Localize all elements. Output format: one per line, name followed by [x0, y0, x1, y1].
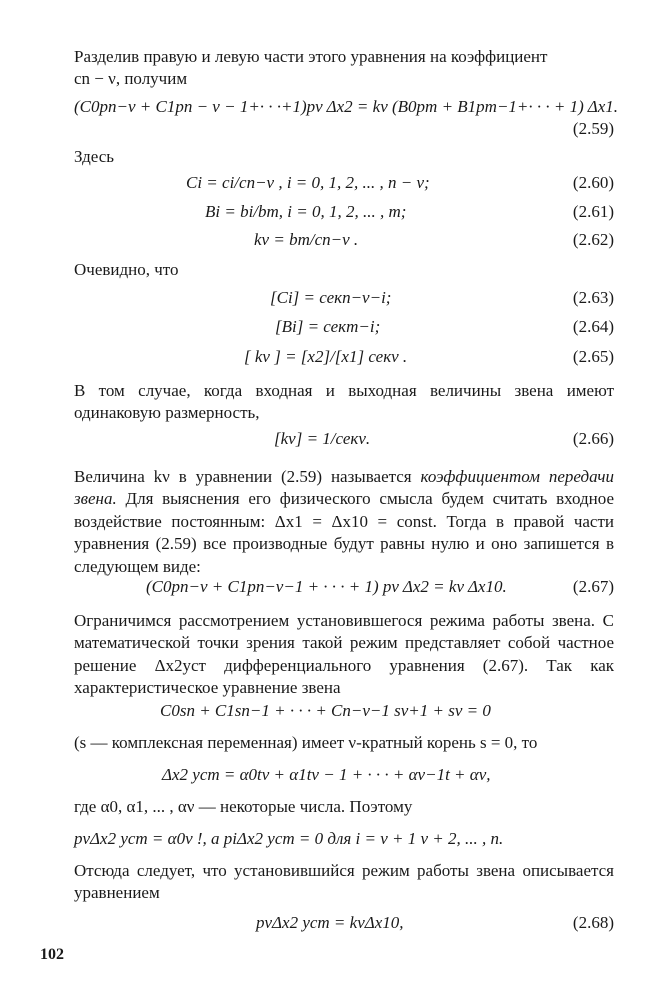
equation-2-64 [74, 316, 614, 338]
equation-2-60-number: (2.60) [572, 173, 614, 192]
equation-2-68-number: (2.68) [572, 913, 614, 932]
hence-paragraph: Отсюда следует, что установившийся режим работы звена описывается уравнением [74, 861, 614, 903]
equation-2-62-number: (2.62) [572, 230, 614, 249]
equation-2-63-number: (2.63) [572, 288, 614, 307]
equation-2-67-number: (2.67) [572, 577, 614, 596]
gain-paragraph-part1: Величина kν в уравнении (2.59) называется [74, 467, 421, 486]
gain-term: коэффициентом передачи звена. [74, 467, 614, 509]
steady-state-paragraph: Ограничимся рассмотрением установившегося режима работы звена. С математической точки зрения такой режим представляет собой частное решение Δx2уст дифференциального уравнения (2.67). Так как характеристическое уравнение звена [74, 611, 614, 698]
equation-2-61 [74, 201, 614, 223]
equation-2-63 [74, 287, 614, 309]
intro-line-2: cn − ν, получим [74, 69, 188, 89]
here-label: Здесь [74, 147, 115, 166]
equation-2-60 [74, 172, 614, 194]
intro-paragraph [74, 46, 614, 91]
derivative-equation [74, 828, 614, 850]
gain-paragraph-part2: Для выяснения его физического смысла будем считать входное воздействие постоянным: Δx1 = Δx10 = const. Тогда в правой части уравнения (2.59) все производные будут равны нулю и оно запишется в следующем виде: [74, 489, 614, 576]
equation-2-61-number: (2.61) [572, 202, 614, 221]
equation-2-59 [74, 96, 618, 118]
obviously-label: Очевидно, что [74, 260, 179, 279]
equation-2-68 [74, 912, 614, 934]
equation-2-63-formula: [Ci] = секn−ν−i; [270, 288, 392, 307]
characteristic-equation [74, 700, 614, 722]
complex-variable-paragraph: (s — комплексная переменная) имеет ν-кратный корень s = 0, то [74, 733, 538, 752]
where-paragraph: где α0, α1, ... , αν — некоторые числа. Поэтому [74, 797, 413, 816]
equation-2-67 [74, 576, 614, 598]
equation-2-66-formula: [kν] = 1/секν. [274, 429, 371, 448]
equation-2-61-formula: Bi = bi/bm, i = 0, 1, 2, ... , m; [205, 202, 407, 221]
gain-paragraph [74, 466, 614, 578]
intro-line-1: Разделив правую и левую части этого уравнения на коэффициент [74, 47, 548, 66]
equation-2-65-number: (2.65) [572, 347, 614, 366]
steady-solution-equation [74, 764, 614, 786]
equation-2-64-formula: [Bi] = секm−i; [275, 317, 381, 336]
steady-solution-formula: Δx2 уст = α0tν + α1tν − 1 + · · · + αν−1t + αν, [162, 765, 491, 784]
equation-2-59-formula: (C0pn−ν + C1pn − ν − 1+· · ·+1)pν Δx2 = kν (B0pm + B1pm−1+· · · + 1) Δx1. [74, 97, 618, 116]
case-paragraph: В том случае, когда входная и выходная величины звена имеют одинаковую размерность, [74, 381, 614, 423]
equation-2-62-formula: kν = bm/cn−ν . [254, 230, 359, 249]
equation-2-66-number: (2.66) [572, 429, 614, 448]
equation-2-60-formula: Ci = ci/cn−ν , i = 0, 1, 2, ... , n − ν; [186, 173, 430, 192]
equation-2-59-number: (2.59) [572, 119, 614, 138]
equation-2-65-formula: [ kν ] = [x2]/[x1] секν . [244, 347, 408, 366]
equation-2-59-number-row [74, 118, 614, 140]
equation-2-66 [74, 428, 614, 450]
characteristic-equation-formula: C0sn + C1sn−1 + · · · + Cn−ν−1 sν+1 + sν = 0 [160, 701, 491, 720]
equation-2-67-formula: (C0pn−ν + C1pn−ν−1 + · · · + 1) pν Δx2 = kν Δx10. [146, 577, 507, 596]
page-number: 102 [40, 946, 64, 963]
equation-2-68-formula: pνΔx2 уст = kνΔx10, [256, 913, 404, 932]
equation-2-64-number: (2.64) [572, 317, 614, 336]
equation-2-62 [74, 229, 614, 251]
equation-2-65 [74, 346, 614, 368]
derivative-equation-formula: pνΔx2 уст = α0ν !, а piΔx2 уст = 0 для i = ν + 1 ν + 2, ... , n. [74, 829, 504, 848]
